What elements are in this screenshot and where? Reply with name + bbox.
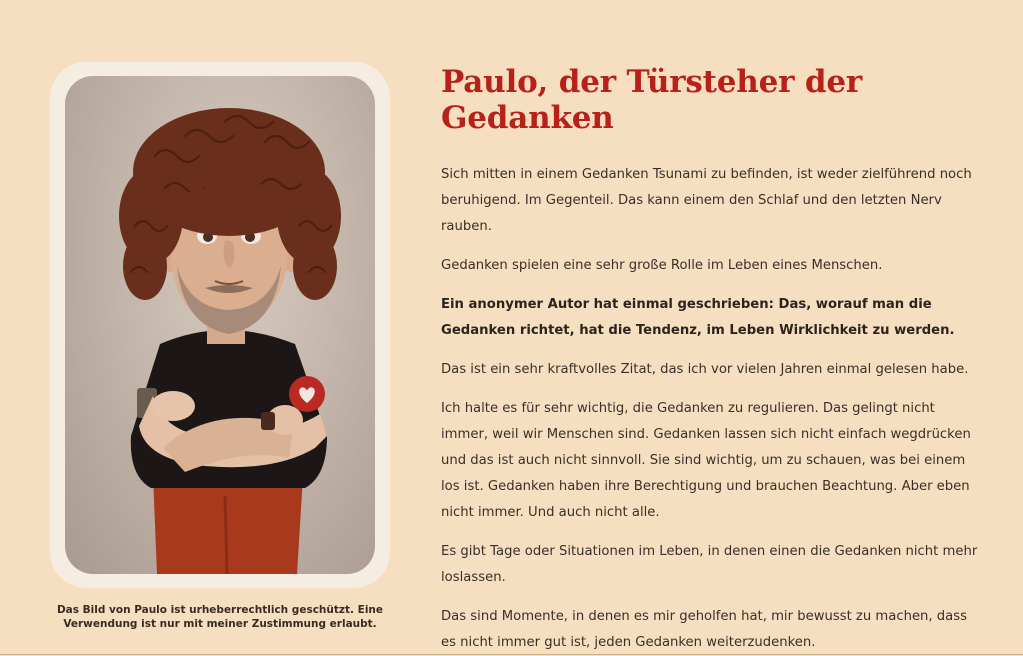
article [441,64,981,656]
paragraph-6: Es gibt Tage oder Situationen im Leben, in denen einen die Gedanken nicht mehr loslassen. [441,544,978,585]
paulo-doll-illustration [65,76,375,574]
article-title: Paulo, der Türsteher der Gedanken [441,64,863,136]
paragraph-5: Ich halte es für sehr wichtig, die Gedanken zu regulieren. Das gelingt nicht immer, weil wir Menschen sind. Gedanken lassen sich nicht einfach wegdrücken und das ist auch nicht sinnvoll. Sie sind wichtig, um zu schauen, was bei einem los ist. Gedanken haben ihre Berechtigung und brauchen Beachtung. Aber eben nicht immer. Und auch nicht alle. [441,401,971,520]
paragraph-2: Gedanken spielen eine sehr große Rolle im Leben eines Menschen. [441,258,883,273]
photo-frame [50,62,390,588]
paragraph-4: Das ist ein sehr kraftvolles Zitat, das ich vor vielen Jahren einmal gelesen habe. [441,362,969,377]
image-caption: Das Bild von Paulo ist urheberrechtlich geschützt. Eine Verwendung ist nur mit meiner Zustimmung erlaubt. [56,604,384,630]
paulo-doll-photo [65,76,375,574]
paragraph-1: Sich mitten in einem Gedanken Tsunami zu befinden, ist weder zielführend noch beruhigend. Im Gegenteil. Das kann einem den Schlaf und den letzten Nerv rauben. [441,167,972,234]
paragraph-7: Das sind Momente, in denen es mir geholfen hat, mir bewusst zu machen, dass es nicht immer gut ist, jeden Gedanken weiterzudenken. [441,609,967,650]
quote-paragraph: Ein anonymer Autor hat einmal geschrieben: Das, worauf man die Gedanken richtet, hat die Tendenz, im Leben Wirklichkeit zu werden. [441,297,955,338]
